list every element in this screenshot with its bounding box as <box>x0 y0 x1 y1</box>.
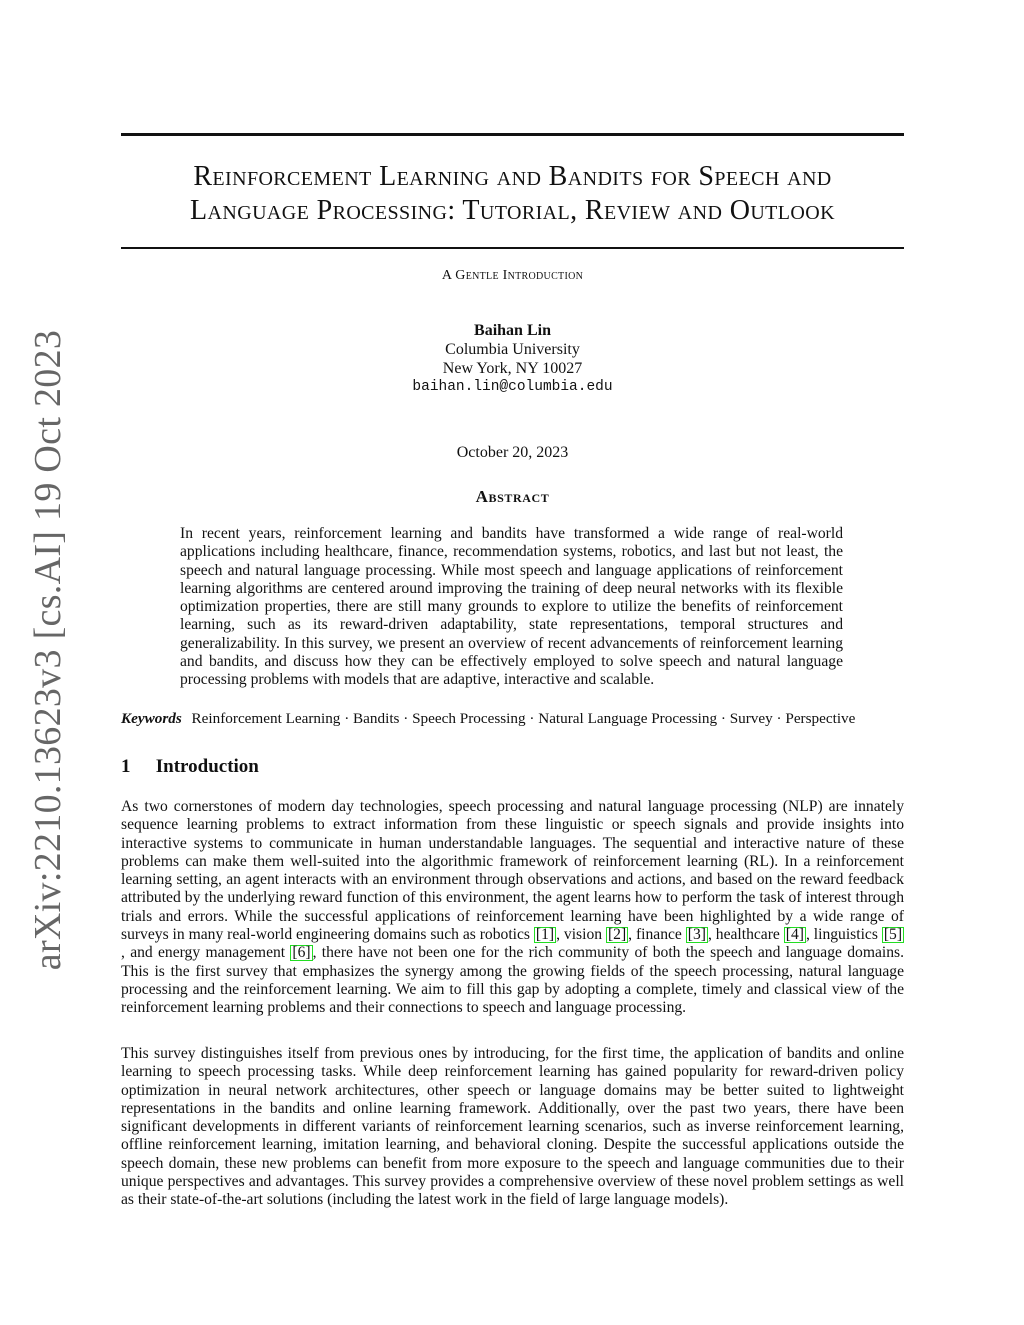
author-name: Baihan Lin <box>474 322 551 339</box>
citation-link-4[interactable]: [4] <box>785 926 804 944</box>
section-title: Introduction <box>155 756 259 777</box>
author-location: New York, NY 10027 <box>442 360 583 377</box>
intro-text-segment: , healthcare <box>707 926 784 944</box>
citation-link-2[interactable]: [2] <box>607 926 627 944</box>
paper-subtitle: A Gentle Introduction <box>441 268 584 283</box>
section-heading <box>121 756 904 778</box>
arxiv-identifier-stamp: arXiv:2210.13623v3 [cs.AI] 19 Oct 2023 <box>27 329 69 971</box>
title-line-2: Language Processing: Tutorial, Review and Outlook <box>190 195 835 226</box>
keywords-label: Keywords <box>121 710 182 727</box>
intro-text-segment: , and energy management <box>121 944 291 962</box>
title-line-1: Reinforcement Learning and Bandits for Speech and <box>193 161 832 192</box>
author-block <box>121 321 904 397</box>
citation-link-3[interactable]: [3] <box>687 926 706 944</box>
paper-title <box>121 160 904 228</box>
intro-text-segment: , finance <box>628 926 686 944</box>
citation-link-6[interactable]: [6] <box>292 944 311 962</box>
intro-text-segment: , linguistics <box>805 926 882 944</box>
keywords-line <box>121 709 904 728</box>
title-top-rule <box>121 133 904 136</box>
citation-link-1[interactable]: [1] <box>535 926 555 944</box>
title-bottom-rule <box>121 247 904 249</box>
intro-paragraph-1 <box>121 798 904 1018</box>
abstract-text: In recent years, reinforcement learning and bandits have transformed a wide range of real-world applications including healthcare, finance, recommendation systems, robotics, and last but not least, the speech and natural language processing. While most speech and language applications of reinforcement learning algorithms are centered around improving the training of deep neural networks with its flexible optimization properties, there are still many grounds to explore to utilize the benefits of reinforcement learning, such as its reward-driven adaptability, state representations, temporal structures and generalizability. In this survey, we present an overview of recent advancements of reinforcement learning and bandits, and discuss how they can be effectively employed to solve speech and natural language processing problems with models that are adaptive, interactive and scalable. <box>180 525 843 689</box>
keywords-text: Reinforcement Learning · Bandits · Speech Processing · Natural Language Processing · Survey · Perspective <box>191 710 856 727</box>
intro-text-segment: As two cornerstones of modern day technologies, speech processing and natural language processing (NLP) are innately sequence learning problems to extract information from these linguistic or speech signals and provide insights into interactive systems to communicate in human understandable languages. The sequential and interactive nature of these problems can make them well-suited into the algorithmic framework of reinforcement learning (RL). In a reinforcement learning setting, an agent interacts with an environment through observations and actions, and based on the reward feedback attributed by the underlying reward function of this environment, the agent learns how to perform the task of interest through trials and errors. While the successful applications of reinforcement learning have been highlighted by a wide range of surveys in many real-world engineering domains such as robotics <box>121 798 904 944</box>
author-affiliation: Columbia University <box>445 341 580 358</box>
paper-date: October 20, 2023 <box>456 444 569 461</box>
section-number: 1 <box>121 756 131 777</box>
intro-paragraph-2: This survey distinguishes itself from previous ones by introducing, for the first time, the application of bandits and online learning to speech processing tasks. While deep reinforcement learning has gained popularity for reward-driven policy optimization in neural network architectures, other speech or language domains may be better suited to lightweight representations in the bandits and online learning framework. Additionally, over the past two years, there have been significant developments in different variants of reinforcement learning scenarios, such as inverse reinforcement learning, offline reinforcement learning, imitation learning, and behavioral cloning. Despite the successful applications outside the speech domain, these new problems can benefit from more exposure to the speech and language communities due to their unique perspectives and advantages. This survey provides a comprehensive overview of these novel problem settings as well as their state-of-the-art solutions (including the latest work in the field of large language models). <box>121 1045 904 1209</box>
abstract-heading: Abstract <box>475 487 550 506</box>
intro-text-segment: , there have not been one for the rich community of both the speech and language domains. This is the first survey that emphasizes the synergy among the growing fields of the speech processing, natural language processing and the reinforcement learning. We aim to fill this gap by adopting a complete, timely and classical view of the reinforcement learning problems and their connections to speech and language processing. <box>121 944 904 1017</box>
intro-text-segment: , vision <box>556 926 606 944</box>
author-email[interactable]: baihan.lin@columbia.edu <box>412 379 613 395</box>
citation-link-5[interactable]: [5] <box>883 926 903 944</box>
